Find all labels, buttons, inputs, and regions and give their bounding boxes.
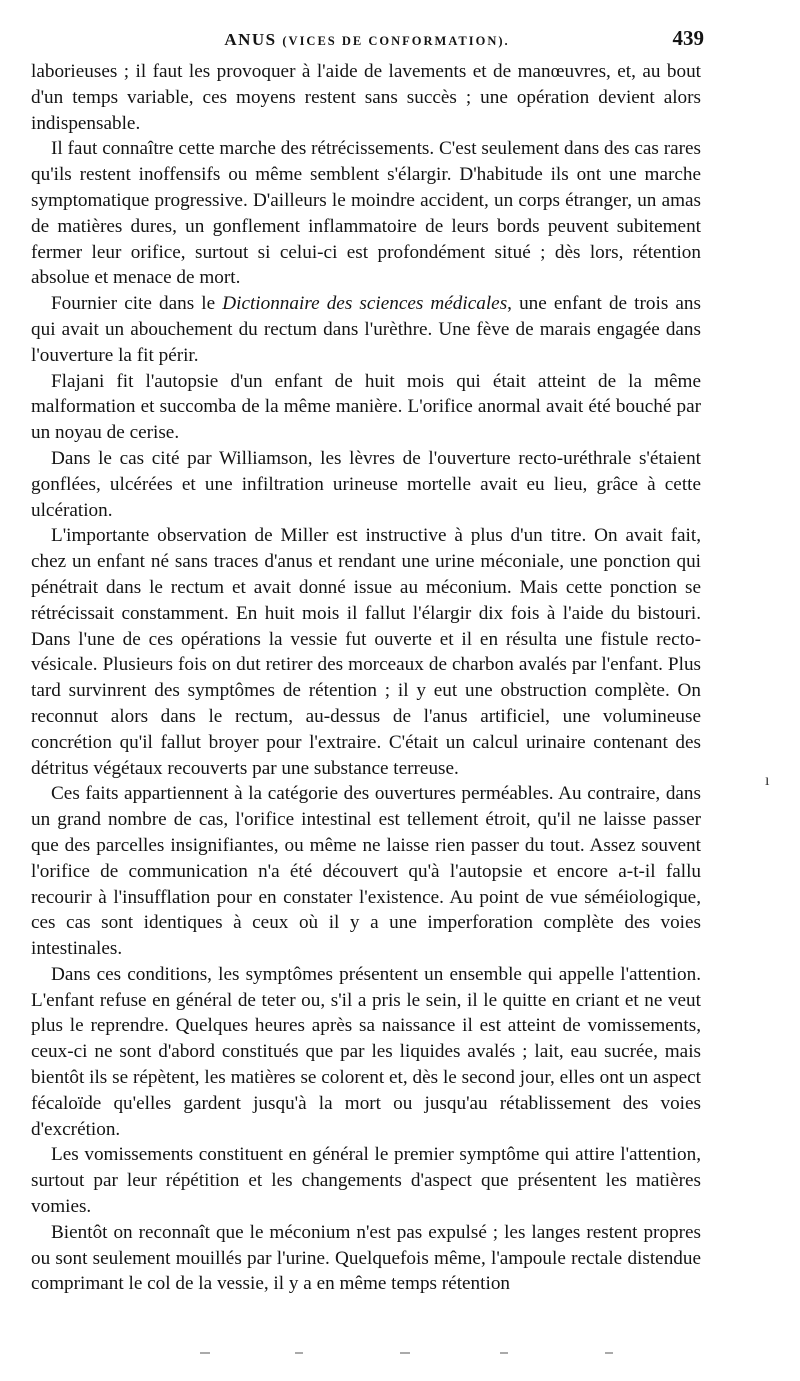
margin-mark: ı (765, 772, 770, 789)
page-bottom-marks (200, 1352, 620, 1356)
paragraph-text: Flajani fit l'autopsie d'un enfant de huit mois qui était atteint de la même malformation et succomba de la même manière. L'orifice anormal avait été bouché par un noyau de cerise. (31, 370, 701, 444)
page-number: 439 (672, 26, 704, 50)
paragraph (31, 523, 701, 781)
paragraph-text: laborieuses ; il faut les provoquer à l'aide de lavements et de manœuvres, et, au bout d'un temps variable, ces moyens restent sans succès ; une opération devient alors indispensable. (31, 61, 701, 134)
paragraph-text: Bientôt on reconnaît que le méconium n'est pas expulsé ; les langes restent propres ou sont seulement mouillés par l'urine. Quelquefois même, l'ampoule rectale distendue comprimant le col de la vessie, il y a en même temps rétention (31, 1221, 701, 1295)
running-head (30, 26, 704, 56)
paragraph (31, 446, 701, 523)
running-title-subtitle: (VICES DE CONFORMATION). (282, 34, 510, 48)
paragraph (31, 291, 701, 368)
paragraph-text: Fournier cite dans le (51, 293, 223, 315)
paragraph (31, 1142, 701, 1219)
paragraph (31, 369, 701, 446)
running-title-main: ANUS (224, 30, 277, 49)
paragraph-text: Ces faits appartiennent à la catégorie des ouvertures perméables. Au contraire, dans un grand nombre de cas, l'orifice intestinal est tellement étroit, qu'il ne laisse passer que des parcelles insignifiantes, ou même ne laisse rien passer du tout. Assez souvent l'orifice de communication n'a été découvert qu'à l'autopsie et encore a-t-il fallu recourir à l'insufflation pour en constater l'existence. Au point de vue séméiologique, ces cas sont identiques à ceux où il y a une imperforation complète des voies intestinales. (31, 783, 701, 960)
paragraph-text: Dans le cas cité par Williamson, les lèvres de l'ouverture recto-uréthrale s'étaient gonflées, ulcérées et une infiltration urineuse mortelle avait eu lieu, grâce à cette ulcération. (31, 447, 701, 521)
paragraph-text: L'importante observation de Miller est instructive à plus d'un titre. On avait fait, chez un enfant né sans traces d'anus et rendant une urine méconiale, une ponction qui pénétrait dans le rectum et avait donné issue au méconium. Mais cette ponction se rétrécissait constamment. En huit mois il fallut l'élargir dix fois à l'aide du bistouri. Dans l'une de ces opérations la vessie fut ouverte et il en résulta une fistule recto-vésicale. Plusieurs fois on dut retirer des morceaux de charbon avalés par l'enfant. Plus tard survinrent des symptômes de rétention ; il y eut une obstruction complète. On reconnut alors dans le rectum, au-dessus de l'anus artificiel, une volumineuse concrétion qu'il fallut broyer pour l'extraire. C'était un calcul urinaire contenant des détritus végétaux recouverts par une substance terreuse. (31, 525, 701, 779)
paragraph-text: , une enfant de trois ans qui avait un abouchement du rectum dans l'urèthre. Une fève de marais engagée dans l'ouverture la fit périr. (31, 293, 701, 366)
paragraph (31, 59, 701, 136)
paragraph-text: Dans ces conditions, les symptômes présentent un ensemble qui appelle l'attention. L'enfant refuse en général de teter ou, s'il a pris le sein, il le quitte en criant et ne veut plus le reprendre. Quelques heures après sa naissance il est atteint de vomissements, ceux-ci ne sont d'abord constitués que par les liquides avalés ; lait, eau sucrée, mais bientôt ils se répètent, les matières se colorent et, dès le second jour, elles ont un aspect fécaloïde qu'elles gardent jusqu'à la mort ou jusqu'au rétablissement des voies d'excrétion. (31, 963, 701, 1140)
paragraph (31, 136, 701, 291)
running-title (30, 30, 704, 50)
paragraph-text: Il faut connaître cette marche des rétrécissements. C'est seulement dans des cas rares qu'ils restent inoffensifs ou même semblent s'élargir. D'habitude ils ont une marche symptomatique progressive. D'ailleurs le moindre accident, un corps étranger, un amas de matières dures, un gonflement inflammatoire de leurs bords peuvent subitement fermer leur orifice, surtout si celui-ci est profondément situé ; dès lors, rétention absolue et menace de mort. (31, 138, 701, 289)
text-body (31, 59, 701, 1297)
paragraph-text: Les vomissements constituent en général le premier symptôme qui attire l'attention, surtout par leur répétition et les changements d'aspect que présentent les matières vomies. (31, 1144, 701, 1218)
italic-title: Dictionnaire des sciences médicales (222, 293, 508, 315)
paragraph (31, 781, 701, 962)
paragraph (31, 962, 701, 1143)
paragraph (31, 1220, 701, 1297)
